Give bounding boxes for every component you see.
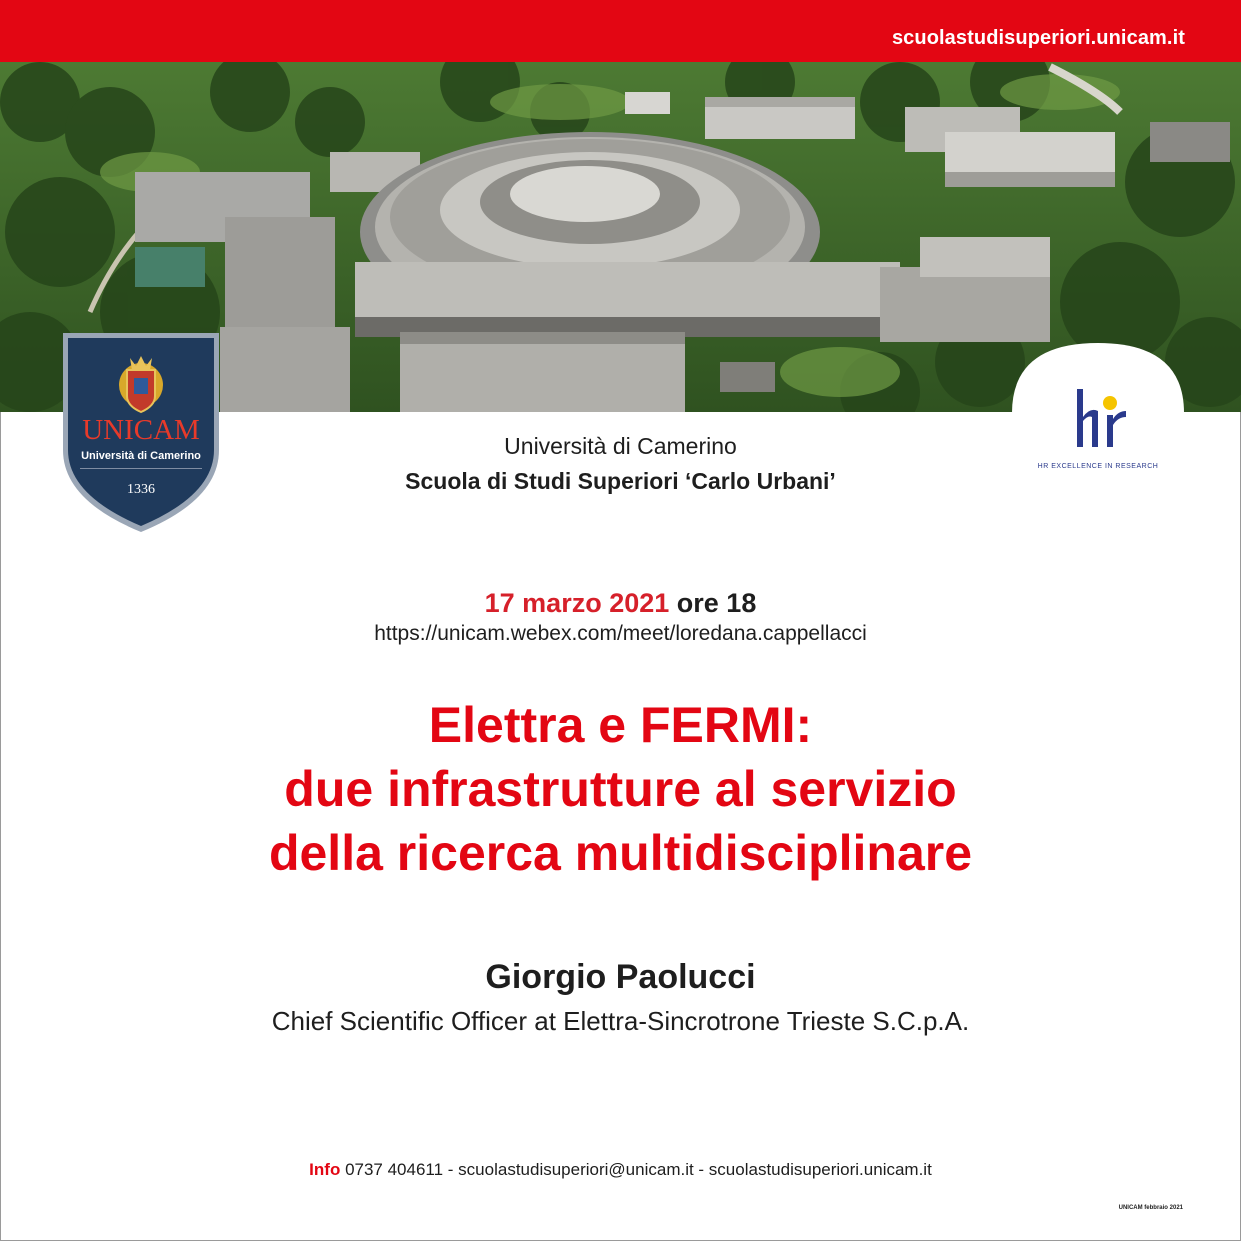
poster-credit: UNICAM febbraio 2021 [1118, 1205, 1183, 1211]
contact-info [0, 1160, 1241, 1180]
speaker-role: Chief Scientific Officer at Elettra-Sincrotrone Trieste S.C.p.A. [271, 1006, 970, 1036]
top-banner [0, 0, 1241, 62]
logo-year: 1336 [127, 482, 155, 497]
webex-link[interactable]: https://unicam.webex.com/meet/loredana.cappellacci [374, 622, 867, 645]
event-date: 17 marzo 2021 [484, 588, 670, 618]
event-date-line [0, 588, 1241, 619]
title-line: Elettra e FERMI: [428, 697, 813, 753]
event-time: ore 18 [676, 588, 757, 618]
hr-caption: HR EXCELLENCE IN RESEARCH [1037, 463, 1159, 470]
logo-subtitle: Università di Camerino [81, 450, 201, 462]
title-line: due infrastrutture al servizio [284, 761, 957, 817]
logo-name: UNICAM [82, 414, 200, 446]
info-label: Info [309, 1160, 341, 1179]
website-link[interactable]: scuolastudisuperiori.unicam.it [891, 27, 1185, 49]
info-text[interactable]: 0737 404611 - scuolastudisuperiori@unicam.it - scuolastudisuperiori.unicam.it [345, 1160, 932, 1179]
university-name: Università di Camerino [504, 433, 737, 459]
speaker-name: Giorgio Paolucci [485, 958, 756, 996]
title-line: della ricerca multidisciplinare [268, 825, 973, 881]
school-name: Scuola di Studi Superiori ‘Carlo Urbani’ [405, 468, 836, 494]
event-title [0, 693, 1241, 885]
